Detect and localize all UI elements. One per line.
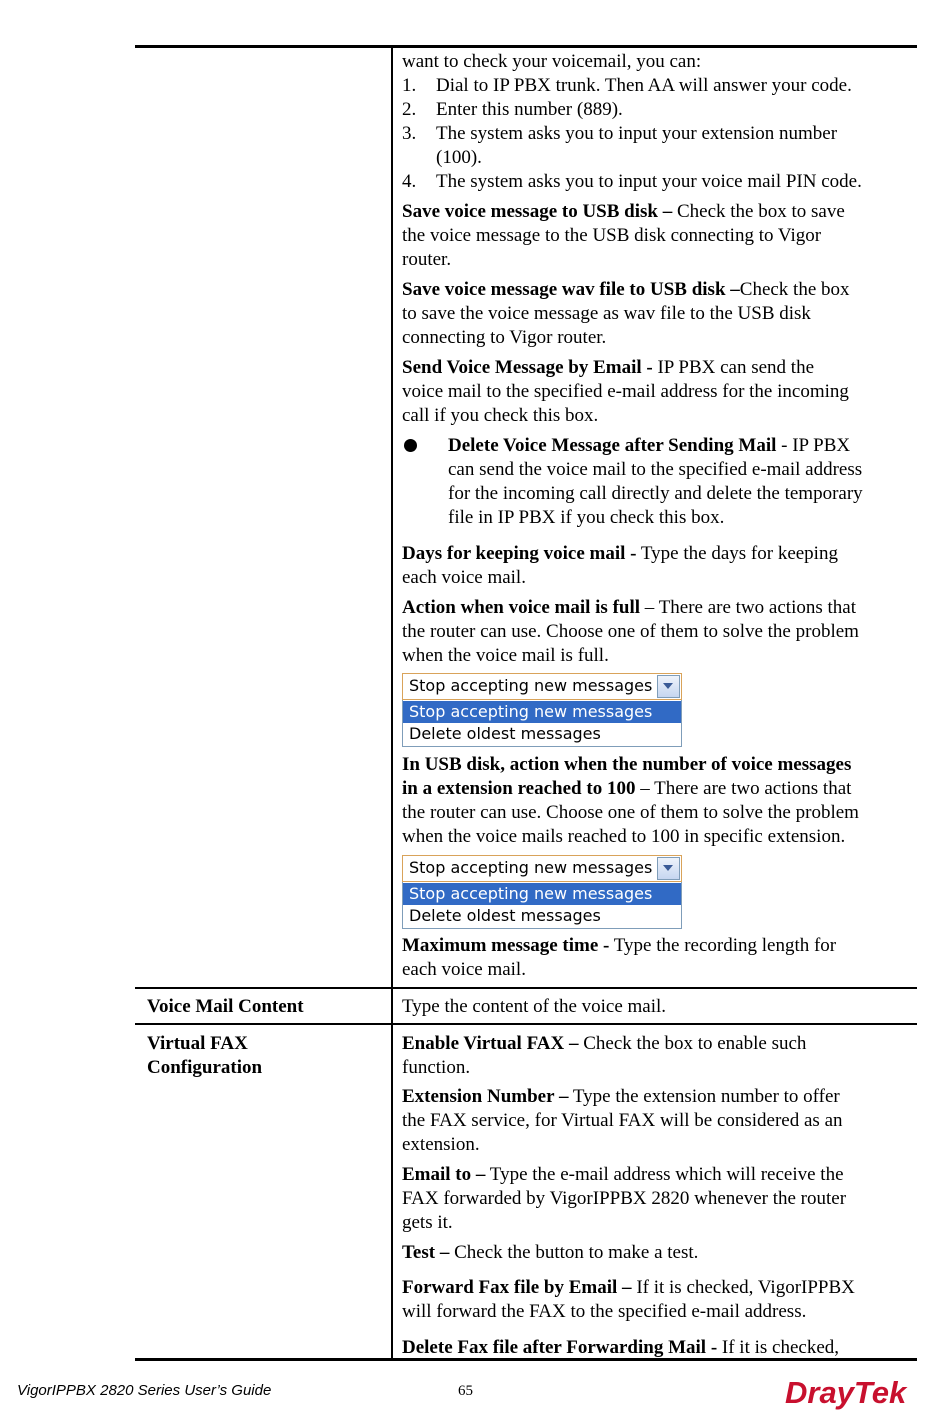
dropdown-select-box[interactable] bbox=[402, 673, 682, 700]
bullet-icon bbox=[404, 439, 417, 452]
extension-number-line bbox=[402, 1085, 840, 1109]
enable-fax-line bbox=[402, 1032, 806, 1056]
step-text: The system asks you to input your extension number bbox=[436, 123, 838, 144]
dropdown-selected-value: Stop accepting new messages bbox=[409, 858, 653, 877]
email-text: voice mail to the specified e-mail address for the incoming bbox=[402, 381, 849, 402]
delete-fax-text: If it is checked, bbox=[717, 1337, 840, 1358]
forward-fax-title: Forward Fax file by Email – bbox=[402, 1277, 632, 1298]
enable-fax-text: Check the box to enable such bbox=[578, 1033, 807, 1054]
action-full-line bbox=[402, 596, 856, 620]
max-time-title: Maximum message time - bbox=[402, 935, 610, 956]
email-to-text: Type the e-mail address which will receive the bbox=[485, 1164, 844, 1185]
row-label-virtual-fax: Virtual FAX bbox=[147, 1033, 248, 1054]
usb-wav-title: Save voice message wav file to USB disk – bbox=[402, 279, 740, 300]
step-number: 4. bbox=[402, 171, 417, 192]
row-rule-fax-top bbox=[135, 1023, 917, 1025]
step-text-continued: (100). bbox=[436, 147, 482, 168]
usb-wav-line bbox=[402, 278, 850, 302]
step-number: 2. bbox=[402, 99, 417, 120]
table-top-rule bbox=[135, 45, 917, 48]
email-line bbox=[402, 356, 814, 380]
usb-action-text: – There are two actions that bbox=[635, 778, 852, 799]
delete-fax-line bbox=[402, 1336, 839, 1360]
usb-action-text: when the voice mails reached to 100 in specific extension. bbox=[402, 826, 846, 847]
step-text: The system asks you to input your voice mail PIN code. bbox=[436, 171, 862, 192]
forward-fax-line bbox=[402, 1276, 855, 1300]
usb-wav-text: connecting to Vigor router. bbox=[402, 327, 607, 348]
column-divider bbox=[391, 45, 393, 1361]
full-action-dropdown[interactable] bbox=[402, 673, 682, 747]
usb-action-title: in a extension reached to 100 bbox=[402, 778, 636, 799]
usb-save-line bbox=[402, 200, 845, 224]
draytek-logo bbox=[785, 1372, 935, 1412]
usb-action-dropdown[interactable] bbox=[402, 855, 682, 929]
delete-after-line bbox=[448, 434, 850, 458]
days-title: Days for keeping voice mail - bbox=[402, 543, 637, 564]
voice-mail-content-desc: Type the content of the voice mail. bbox=[402, 996, 667, 1017]
delete-after-title: Delete Voice Message after Sending Mail bbox=[448, 435, 777, 456]
action-full-text: when the voice mail is full. bbox=[402, 645, 609, 666]
usb-save-title: Save voice message to USB disk – bbox=[402, 201, 673, 222]
extension-number-text: extension. bbox=[402, 1134, 480, 1155]
step-number: 3. bbox=[402, 123, 417, 144]
action-full-text: – There are two actions that bbox=[640, 597, 856, 618]
email-to-line bbox=[402, 1163, 844, 1187]
usb-save-text: router. bbox=[402, 249, 452, 270]
action-full-text: the router can use. Choose one of them to solve the problem bbox=[402, 621, 859, 642]
extension-number-text: the FAX service, for Virtual FAX will be considered as an bbox=[402, 1110, 843, 1131]
delete-fax-title: Delete Fax file after Forwarding Mail - bbox=[402, 1337, 718, 1358]
row-label-voice-mail-content: Voice Mail Content bbox=[147, 996, 304, 1017]
step-text: Dial to IP PBX trunk. Then AA will answer your code. bbox=[436, 75, 852, 96]
usb-action-text: the router can use. Choose one of them to solve the problem bbox=[402, 802, 859, 823]
dropdown-options-list bbox=[402, 700, 682, 747]
dropdown-selected-value: Stop accepting new messages bbox=[409, 676, 653, 695]
chevron-down-icon[interactable] bbox=[657, 857, 680, 880]
intro-text: want to check your voicemail, you can: bbox=[402, 51, 702, 72]
email-to-text: FAX forwarded by VigorIPPBX 2820 whenever the router bbox=[402, 1188, 847, 1209]
dropdown-option-stop[interactable]: Stop accepting new messages bbox=[403, 883, 681, 905]
chevron-down-icon[interactable] bbox=[657, 675, 680, 698]
dropdown-option-delete[interactable]: Delete oldest messages bbox=[409, 724, 601, 743]
dropdown-options-list bbox=[402, 882, 682, 929]
delete-after-text: can send the voice mail to the specified e-mail address bbox=[448, 459, 863, 480]
step-text: Enter this number (889). bbox=[436, 99, 623, 120]
email-to-title: Email to – bbox=[402, 1164, 486, 1185]
step-number: 1. bbox=[402, 75, 417, 96]
extension-number-text: Type the extension number to offer bbox=[568, 1086, 840, 1107]
max-time-text: Type the recording length for bbox=[609, 935, 837, 956]
logo-wordmark: DrayTek bbox=[785, 1375, 907, 1410]
max-time-text: each voice mail. bbox=[402, 959, 526, 980]
usb-save-text: the voice message to the USB disk connecting to Vigor bbox=[402, 225, 822, 246]
email-title: Send Voice Message by Email - bbox=[402, 357, 653, 378]
row-label-virtual-fax: Configuration bbox=[147, 1057, 263, 1078]
usb-save-text: Check the box to save bbox=[672, 201, 845, 222]
email-to-text: gets it. bbox=[402, 1212, 453, 1233]
enable-fax-title: Enable Virtual FAX – bbox=[402, 1033, 579, 1054]
test-title: Test – bbox=[402, 1242, 450, 1263]
test-line bbox=[402, 1241, 698, 1265]
dropdown-option-delete[interactable]: Delete oldest messages bbox=[409, 906, 601, 925]
test-text: Check the button to make a test. bbox=[449, 1242, 699, 1263]
email-text: IP PBX can send the bbox=[652, 357, 815, 378]
email-text: call if you check this box. bbox=[402, 405, 599, 426]
action-full-title: Action when voice mail is full bbox=[402, 597, 641, 618]
row-rule-content-top bbox=[135, 987, 917, 989]
days-line bbox=[402, 542, 838, 566]
delete-after-text: for the incoming call directly and delete the temporary bbox=[448, 483, 863, 504]
usb-action-title: In USB disk, action when the number of voice messages bbox=[402, 754, 852, 775]
usb-wav-text: to save the voice message as wav file to the USB disk bbox=[402, 303, 811, 324]
delete-after-text: - IP PBX bbox=[776, 435, 851, 456]
footer-guide-title: VigorIPPBX 2820 Series User’s Guide bbox=[17, 1382, 272, 1399]
usb-wav-text: Check the box bbox=[739, 279, 850, 300]
extension-number-title: Extension Number – bbox=[402, 1086, 569, 1107]
usb-action-line bbox=[402, 777, 851, 801]
max-time-line bbox=[402, 934, 836, 958]
days-text: each voice mail. bbox=[402, 567, 526, 588]
dropdown-select-box[interactable] bbox=[402, 855, 682, 882]
days-text: Type the days for keeping bbox=[636, 543, 838, 564]
forward-fax-text: will forward the FAX to the specified e-mail address. bbox=[402, 1301, 807, 1322]
delete-after-text: file in IP PBX if you check this box. bbox=[448, 507, 725, 528]
forward-fax-text: If it is checked, VigorIPPBX bbox=[631, 1277, 855, 1298]
dropdown-option-stop[interactable]: Stop accepting new messages bbox=[403, 701, 681, 723]
page-number: 65 bbox=[458, 1383, 473, 1399]
enable-fax-text: function. bbox=[402, 1057, 471, 1078]
